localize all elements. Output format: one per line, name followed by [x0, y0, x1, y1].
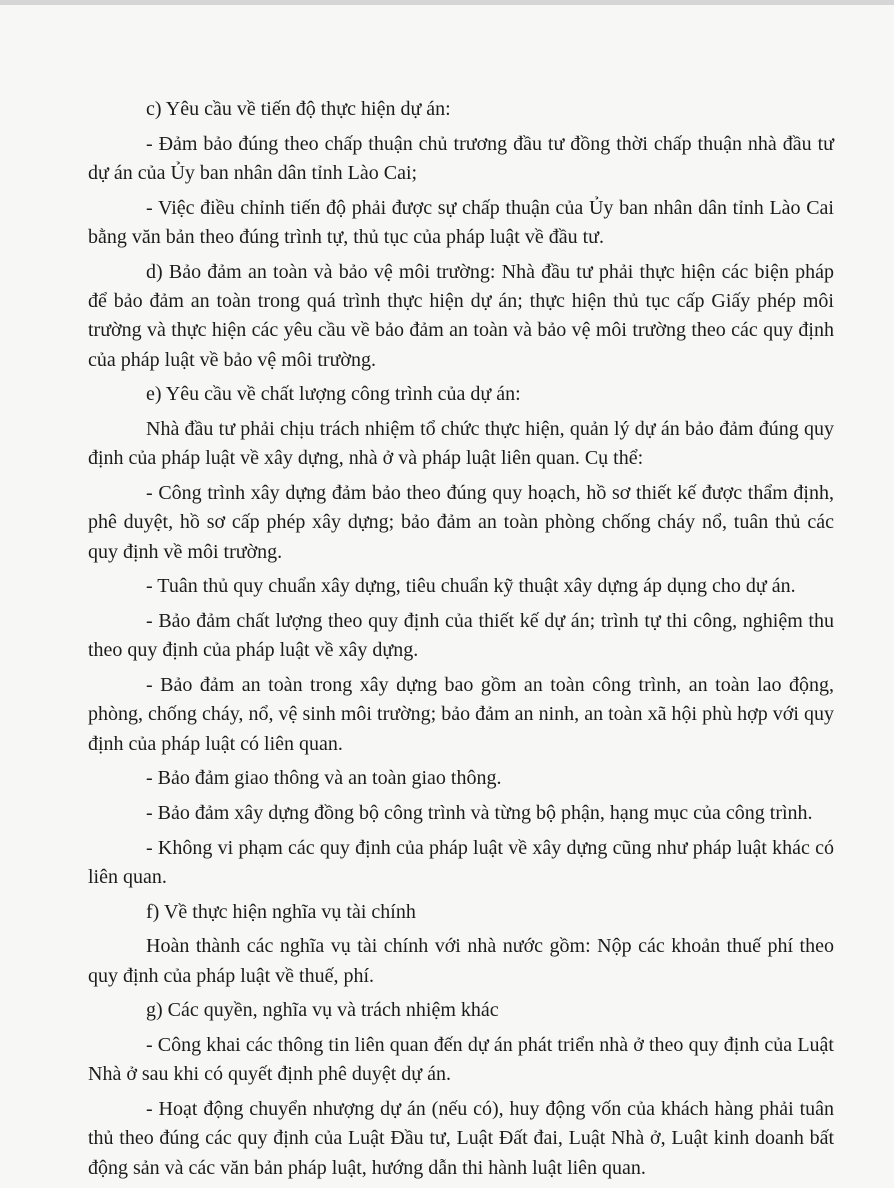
section-d-paragraph: d) Bảo đảm an toàn và bảo vệ môi trường: Nhà đầu tư phải thực hiện các biện pháp để bảo đảm an toàn trong quá trình thực hiện dự án; thực hiện thủ tục cấp Giấy phép môi trường và thực hiện các yêu cầu về bảo đảm an toàn và bảo vệ môi trường theo các quy định của pháp luật về bảo vệ môi trường.	[88, 260, 834, 371]
paragraph: - Bảo đảm an toàn trong xây dựng bao gồm an toàn công trình, an toàn lao động, phòng, chống cháy, nổ, vệ sinh môi trường; bảo đảm an ninh, an toàn xã hội phù hợp với quy định của pháp luật có liên quan.	[88, 674, 834, 755]
paragraph: - Bảo đảm giao thông và an toàn giao thông.	[146, 767, 502, 790]
paragraph: Hoàn thành các nghĩa vụ tài chính với nhà nước gồm: Nộp các khoản thuế phí theo quy định của pháp luật về thuế, phí.	[88, 935, 834, 987]
top-border	[0, 0, 894, 5]
paragraph: - Đảm bảo đúng theo chấp thuận chủ trương đầu tư đồng thời chấp thuận nhà đầu tư dự án của Ủy ban nhân dân tỉnh Lào Cai;	[88, 132, 834, 184]
paragraph: - Công khai các thông tin liên quan đến dự án phát triển nhà ở theo quy định của Luật Nhà ở sau khi có quyết định phê duyệt dự án.	[88, 1033, 834, 1086]
section-e-heading: e) Yêu cầu về chất lượng công trình của dự án:	[146, 383, 521, 406]
section-c-heading: c) Yêu cầu về tiến độ thực hiện dự án:	[146, 98, 451, 120]
paragraph: - Bảo đảm chất lượng theo quy định của thiết kế dự án; trình tự thi công, nghiệm thu theo quy định của pháp luật về xây dựng.	[88, 610, 834, 662]
document-page	[88, 95, 834, 1188]
paragraph: Nhà đầu tư phải chịu trách nhiệm tổ chức thực hiện, quản lý dự án bảo đảm đúng quy định của pháp luật về xây dựng, nhà ở và pháp luật liên quan. Cụ thể:	[88, 418, 834, 470]
section-f-heading: f) Về thực hiện nghĩa vụ tài chính	[146, 900, 416, 923]
paragraph: - Tuân thủ quy chuẩn xây dựng, tiêu chuẩn kỹ thuật xây dựng áp dụng cho dự án.	[146, 575, 796, 598]
paragraph: - Công trình xây dựng đảm bảo theo đúng quy hoạch, hồ sơ thiết kế được thẩm định, phê duyệt, hồ sơ cấp phép xây dựng; bảo đảm an toàn phòng chống cháy nổ, tuân thủ các quy định về môi trường.	[88, 482, 834, 563]
paragraph: - Việc điều chỉnh tiến độ phải được sự chấp thuận của Ủy ban nhân dân tỉnh Lào Cai bằng văn bản theo đúng trình tự, thủ tục của pháp luật về đầu tư.	[88, 196, 834, 248]
paragraph: - Bảo đảm xây dựng đồng bộ công trình và từng bộ phận, hạng mục của công trình.	[146, 802, 813, 824]
paragraph: - Hoạt động chuyển nhượng dự án (nếu có), huy động vốn của khách hàng phải tuân thủ theo đúng các quy định của Luật Đầu tư, Luật Đất đai, Luật Nhà ở, Luật kinh doanh bất động sản và các văn bản pháp luật, hướng dẫn thi hành luật liên quan.	[88, 1097, 834, 1179]
paragraph: - Không vi phạm các quy định của pháp luật về xây dựng cũng như pháp luật khác có liên quan.	[88, 836, 834, 888]
section-g-heading: g) Các quyền, nghĩa vụ và trách nhiệm khác	[146, 999, 499, 1022]
